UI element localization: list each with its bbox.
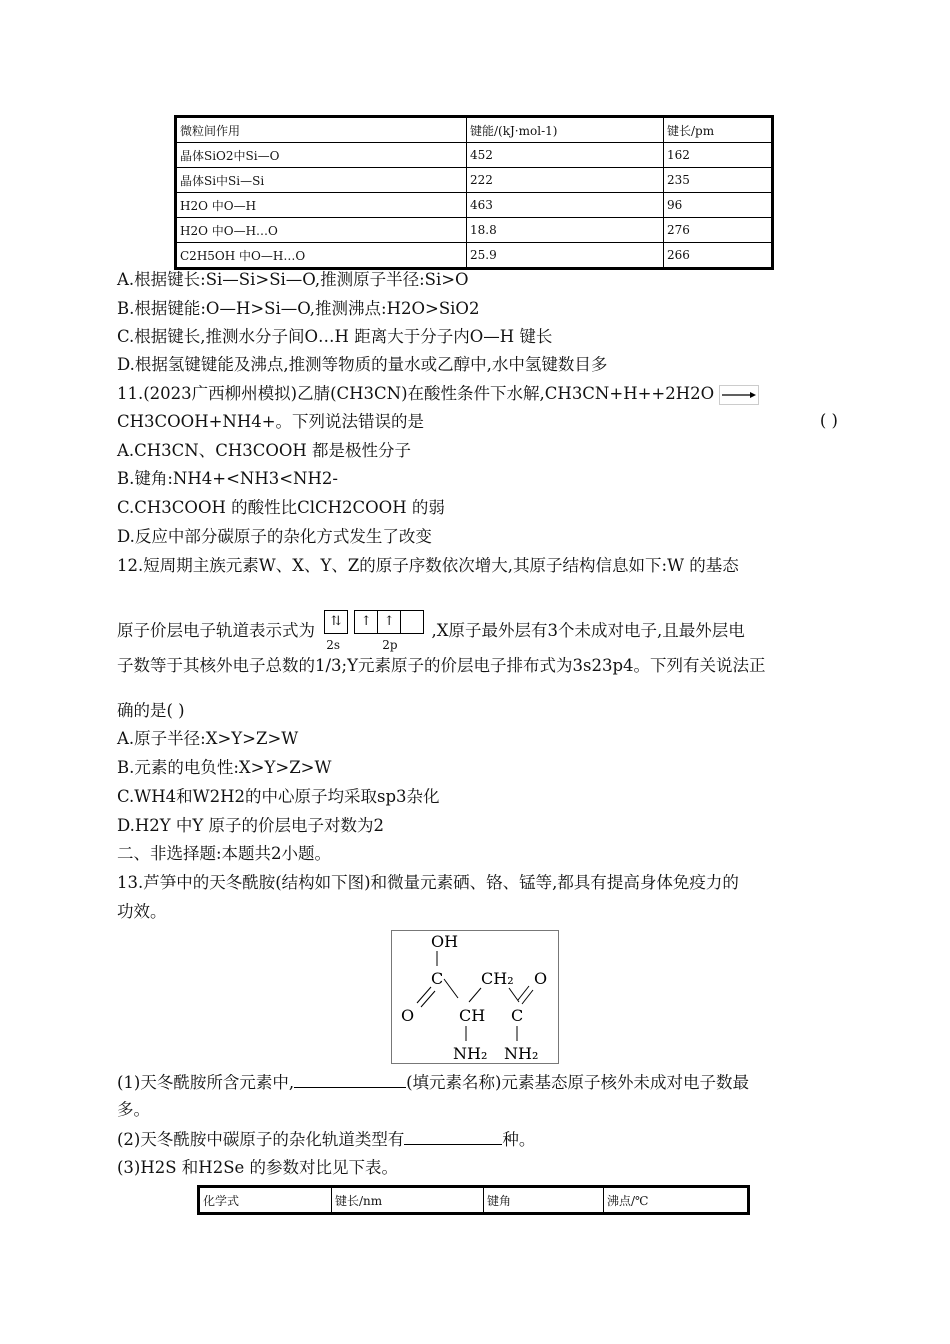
table-cell: H2O 中O—H…O <box>176 218 467 243</box>
orbital-2p-up-icon: ↑ <box>377 610 401 634</box>
q12-option-a: A.原子半径:X>Y>Z>W <box>117 729 299 748</box>
q12-option-c: C.WH4和W2H2的中心原子均采取sp3杂化 <box>117 787 440 806</box>
table-cell: 222 <box>467 168 664 193</box>
table-cell: 235 <box>664 168 773 193</box>
q11-stem-text: 11.(2023广西柳州模拟)乙腈(CH3CN)在酸性条件下水解,CH3CN+H++2H2O <box>117 384 715 403</box>
structure-nh2-a: NH₂ <box>453 1044 488 1063</box>
q12-option-b: B.元素的电负性:X>Y>Z>W <box>117 758 332 777</box>
table-cell: 25.9 <box>467 243 664 269</box>
orbital-2s-label: 2s <box>326 638 341 652</box>
q10-option-c: C.根据键长,推测水分子间O…H 距离大于分子内O—H 键长 <box>117 327 553 346</box>
q13-part1 <box>117 1071 749 1094</box>
table-row <box>176 243 773 269</box>
answer-blank[interactable] <box>404 1128 502 1145</box>
reaction-arrow-icon <box>719 385 759 405</box>
q13-part1-text-b: (填元素名称)元素基态原子核外未成对电子数最 <box>406 1073 749 1092</box>
table-cell: 452 <box>467 143 664 168</box>
table-cell: 266 <box>664 243 773 269</box>
table-header-cell: 键长/nm <box>332 1187 484 1214</box>
q10-option-b: B.根据键能:O—H>Si—O,推测沸点:H2O>SiO2 <box>117 299 480 318</box>
q13-part1-text-a: (1)天冬酰胺所含元素中, <box>117 1073 295 1092</box>
table-cell: 162 <box>664 143 773 168</box>
q13-stem-line1: 13.芦笋中的天冬酰胺(结构如下图)和微量元素硒、铬、锰等,都具有提高身体免疫力的 <box>117 873 739 892</box>
q13-stem-line2: 功效。 <box>117 902 167 921</box>
table-cell: 276 <box>664 218 773 243</box>
q13-part2 <box>117 1128 535 1151</box>
q12-stem-line3: 子数等于其核外电子总数的1/3;Y元素原子的价层电子排布式为3s23p4。下列有关说法正 <box>117 656 766 675</box>
q11-option-b: B.键角:NH4+<NH3<NH2- <box>117 469 338 488</box>
q12-stem-text-a: 原子价层电子轨道表示式为 <box>117 621 315 640</box>
structure-ch2: CH₂ <box>481 969 514 988</box>
bond-data-table <box>174 115 774 270</box>
table-header-cell: 键角 <box>484 1187 604 1214</box>
answer-blank[interactable] <box>294 1071 406 1088</box>
q12-stem-line2 <box>117 610 745 652</box>
table-cell: 晶体Si中Si—Si <box>176 168 467 193</box>
q13-part1-cont: 多。 <box>117 1100 150 1119</box>
table-row <box>176 168 773 193</box>
asparagine-structure <box>391 930 559 1064</box>
table-header-cell: 键能/(kJ·mol-1) <box>467 117 664 143</box>
structure-nh2-b: NH₂ <box>504 1044 539 1063</box>
q10-option-a: A.根据键长:Si—Si>Si—O,推测原子半径:Si>O <box>117 270 469 289</box>
table-header-cell: 微粒间作用 <box>176 117 467 143</box>
structure-c2: C <box>511 1006 524 1025</box>
q12-option-d: D.H2Y 中Y 原子的价层电子对数为2 <box>117 816 385 835</box>
structure-oh: OH <box>431 932 459 951</box>
table-header-row <box>176 117 773 143</box>
table-row <box>176 218 773 243</box>
table-cell: C2H5OH 中O—H…O <box>176 243 467 269</box>
orbital-2p-up-icon: ↑ <box>354 610 378 634</box>
section-heading: 二、非选择题:本题共2小题。 <box>117 844 332 863</box>
q12-stem-line1: 12.短周期主族元素W、X、Y、Z的原子序数依次增大,其原子结构信息如下:W 的基态 <box>117 556 739 575</box>
q12-stem-text-b: ,X原子最外层有3个未成对电子,且最外层电 <box>431 621 745 640</box>
q11-stem-line1 <box>117 383 759 405</box>
q13-part2-text-a: (2)天冬酰胺中碳原子的杂化轨道类型有 <box>117 1130 405 1149</box>
table-header-cell: 键长/pm <box>664 117 773 143</box>
q12-stem-line4: 确的是( ) <box>117 701 185 720</box>
orbital-2s-paired-icon: ⇅ <box>324 610 348 634</box>
orbital-2p-label: 2p <box>382 638 398 652</box>
orbital-2p-empty-box <box>400 610 424 634</box>
structure-c1: C <box>431 969 444 988</box>
table-cell: 18.8 <box>467 218 664 243</box>
structure-ch: CH <box>459 1006 486 1025</box>
q11-stem-line2: CH3COOH+NH4+。下列说法错误的是 <box>117 412 425 431</box>
table-header-cell: 沸点/℃ <box>604 1187 749 1214</box>
q10-option-d: D.根据氢键键能及沸点,推测等物质的量水或乙醇中,水中氢键数目多 <box>117 355 608 374</box>
q11-option-c: C.CH3COOH 的酸性比ClCH2COOH 的弱 <box>117 498 445 517</box>
q13-part3: (3)H2S 和H2Se 的参数对比见下表。 <box>117 1158 399 1177</box>
h2s-h2se-table <box>197 1185 750 1215</box>
q11-option-a: A.CH3CN、CH3COOH 都是极性分子 <box>117 441 412 460</box>
table-row <box>176 193 773 218</box>
structure-o-left: O <box>401 1006 415 1025</box>
q11-answer-paren: ( ) <box>819 411 838 430</box>
table-header-row <box>199 1187 749 1214</box>
table-cell: 96 <box>664 193 773 218</box>
table-row <box>176 143 773 168</box>
table-cell: H2O 中O—H <box>176 193 467 218</box>
table-cell: 晶体SiO2中Si—O <box>176 143 467 168</box>
q13-part2-text-b: 种。 <box>502 1130 536 1149</box>
structure-o-right: O <box>534 969 548 988</box>
table-header-cell: 化学式 <box>199 1187 332 1214</box>
q11-option-d: D.反应中部分碳原子的杂化方式发生了改变 <box>117 527 432 546</box>
orbital-diagram <box>320 610 426 652</box>
table-cell: 463 <box>467 193 664 218</box>
